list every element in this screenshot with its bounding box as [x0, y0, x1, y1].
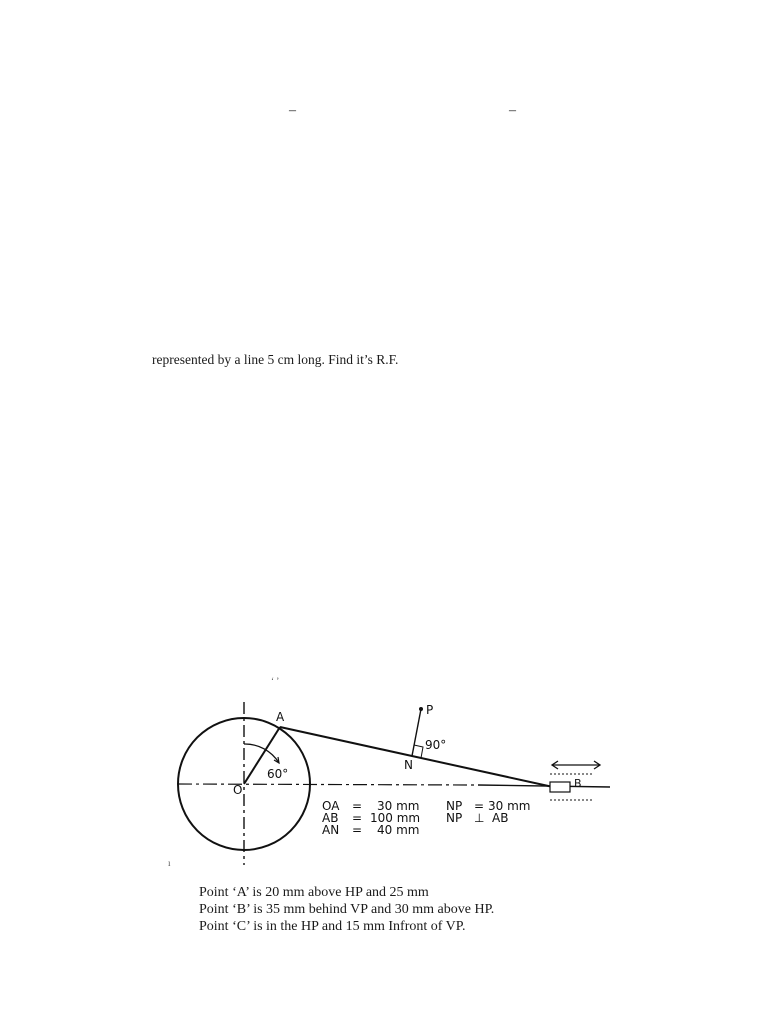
label-b: B — [574, 777, 582, 790]
spec-name-an: AN — [322, 823, 340, 837]
spec-value-an: 40 mm — [377, 823, 420, 837]
point-p-dot — [419, 707, 423, 711]
label-p: P — [426, 703, 434, 717]
spec-value-ab: 100 mm — [370, 811, 421, 825]
line-np — [412, 709, 421, 756]
np-spec-eq-2: ⊥ — [474, 811, 485, 825]
stray-tick-mark: ı — [168, 858, 171, 868]
np-spec-value-2: AB — [492, 811, 509, 825]
crank-diagram — [160, 690, 620, 875]
label-o: O — [233, 783, 243, 797]
header-dash-left: – — [289, 103, 296, 118]
statement-point-c: Point ‘C’ is in the HP and 15 mm Infront of VP. — [199, 919, 466, 934]
np-spec-name-1: NP — [446, 799, 463, 813]
question-text: represented by a line 5 cm long. Find it’s R.F. — [152, 352, 399, 367]
spec-eq-oa: = — [352, 799, 363, 813]
spec-name-oa: OA — [322, 799, 340, 813]
slider-block — [550, 782, 570, 792]
label-angle-90: 90° — [425, 738, 447, 752]
label-n: N — [404, 758, 413, 772]
label-angle-60: 60° — [267, 767, 289, 781]
np-spec-name-2: NP — [446, 811, 463, 825]
spec-eq-ab: = — [352, 811, 363, 825]
statement-point-b: Point ‘B’ is 35 mm behind VP and 30 mm above HP. — [199, 902, 495, 917]
angle-arc-60 — [244, 744, 279, 763]
np-spec-value-1: 30 mm — [488, 799, 531, 813]
stray-quote-mark: ‘ ’ — [271, 676, 280, 686]
np-spec-eq-1: = — [474, 799, 485, 813]
header-dash-right: – — [509, 103, 516, 118]
label-a: A — [276, 710, 285, 724]
spec-value-oa: 30 mm — [377, 799, 420, 813]
horizontal-centre-line — [178, 784, 475, 785]
spec-eq-an: = — [352, 823, 363, 837]
statement-point-a: Point ‘A’ is 20 mm above HP and 25 mm — [199, 885, 429, 900]
crank-mechanism-figure — [160, 690, 620, 875]
spec-name-ab: AB — [322, 811, 339, 825]
points-statements — [199, 884, 494, 935]
